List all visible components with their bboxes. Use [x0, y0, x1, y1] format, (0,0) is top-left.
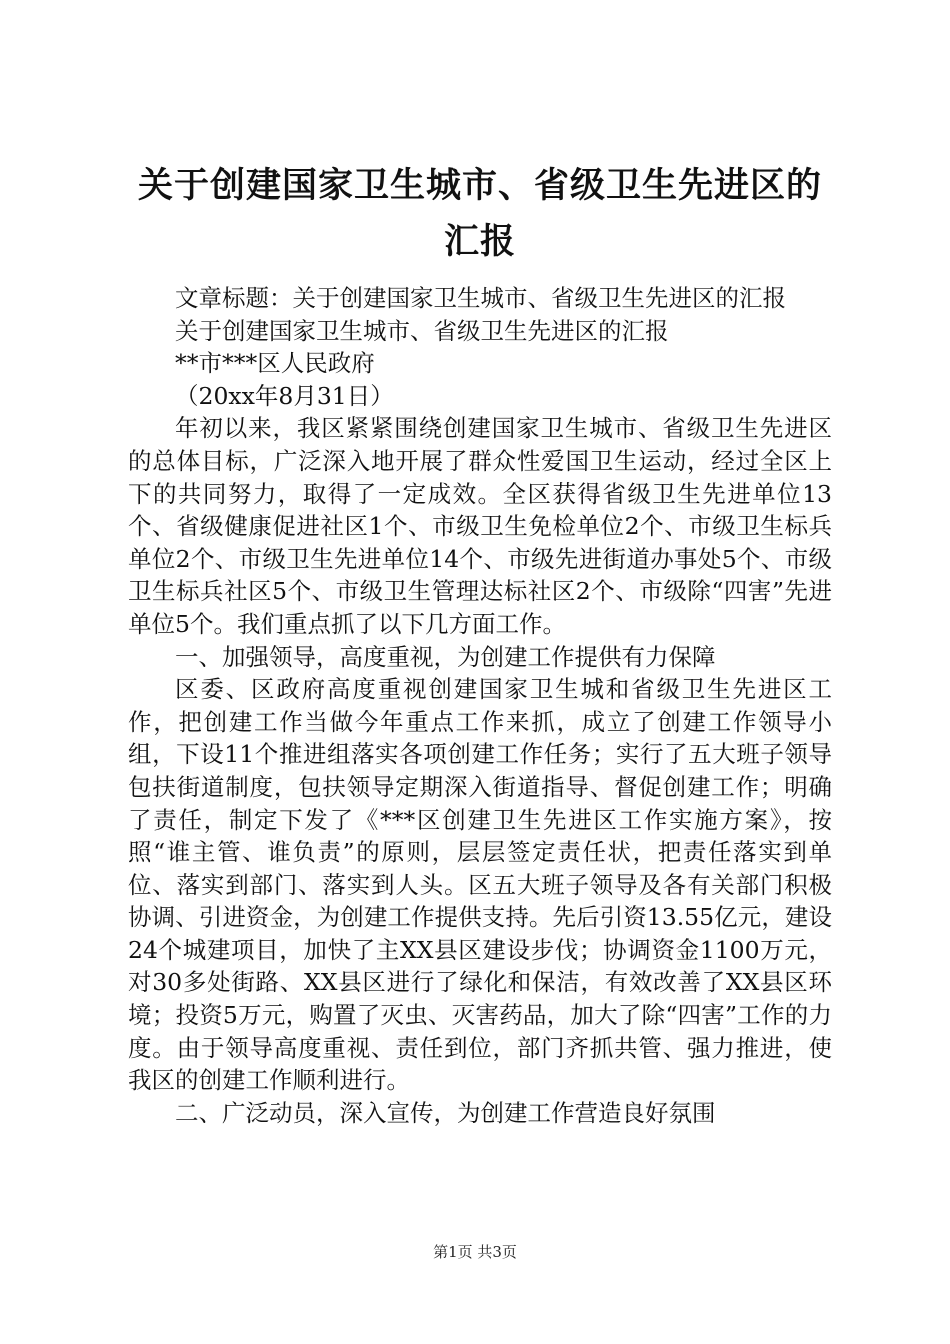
page-number-footer: 第1页 共3页 [433, 1243, 517, 1261]
document-page [128, 158, 832, 1129]
document-title: 关于创建国家卫生城市、省级卫生先进区的汇报 [137, 166, 822, 262]
paragraph-intro: 年初以来，我区紧紧围绕创建国家卫生城市、省级卫生先进区的总体目标，广泛深入地开展了群众性爱国卫生运动，经过全区上下的共同努力，取得了一定成效。全区获得省级卫生先进单位13个、省级健康促进社区1个、市级卫生免检单位2个、市级卫生标兵单位2个、市级卫生先进单位14个、市级先进街道办事处5个、市级卫生标兵社区5个、市级卫生管理达标社区2个、市级除“四害”先进单位5个。我们重点抓了以下几方面工作。 [128, 414, 832, 638]
paragraph-article-title: 文章标题：关于创建国家卫生城市、省级卫生先进区的汇报 [175, 284, 786, 312]
section-heading-1: 一、加强领导，高度重视，为创建工作提供有力保障 [175, 642, 716, 671]
section-heading-2: 二、广泛动员，深入宣传，为创建工作营造良好氛围 [175, 1098, 716, 1127]
paragraph-section-1: 区委、区政府高度重视创建国家卫生城和省级卫生先进区工作，把创建工作当做今年重点工作来抓，成立了创建工作领导小组，下设11个推进组落实各项创建工作任务；实行了五大班子领导包扶街道制度，包扶领导定期深入街道指导、督促创建工作；明确了责任，制定下发了《***区创建卫生先进区工作实施方案》，按照“谁主管、谁负责”的原则，层层签定责任状，把责任落实到单位、落实到部门、落实到人头。区五大班子领导及各有关部门积极协调、引进资金，为创建工作提供支持。先后引资13.55亿元，建设24个城建项目，加快了主XX县区建设步伐；协调资金1100万元，对30多处街路、XX县区进行了绿化和保洁，有效改善了XX县区环境；投资5万元，购置了灭虫、灭害药品，加大了除“四害”工作的力度。由于领导高度重视、责任到位，部门齐抓共管、强力推进，使我区的创建工作顺利进行。 [128, 675, 832, 1095]
paragraph-issuer: **市***区人民政府 [175, 349, 375, 378]
paragraph-report-title: 关于创建国家卫生城市、省级卫生先进区的汇报 [175, 316, 669, 345]
paragraph-date: （20xx年8月31日） [175, 381, 394, 410]
document-body [128, 282, 832, 1129]
